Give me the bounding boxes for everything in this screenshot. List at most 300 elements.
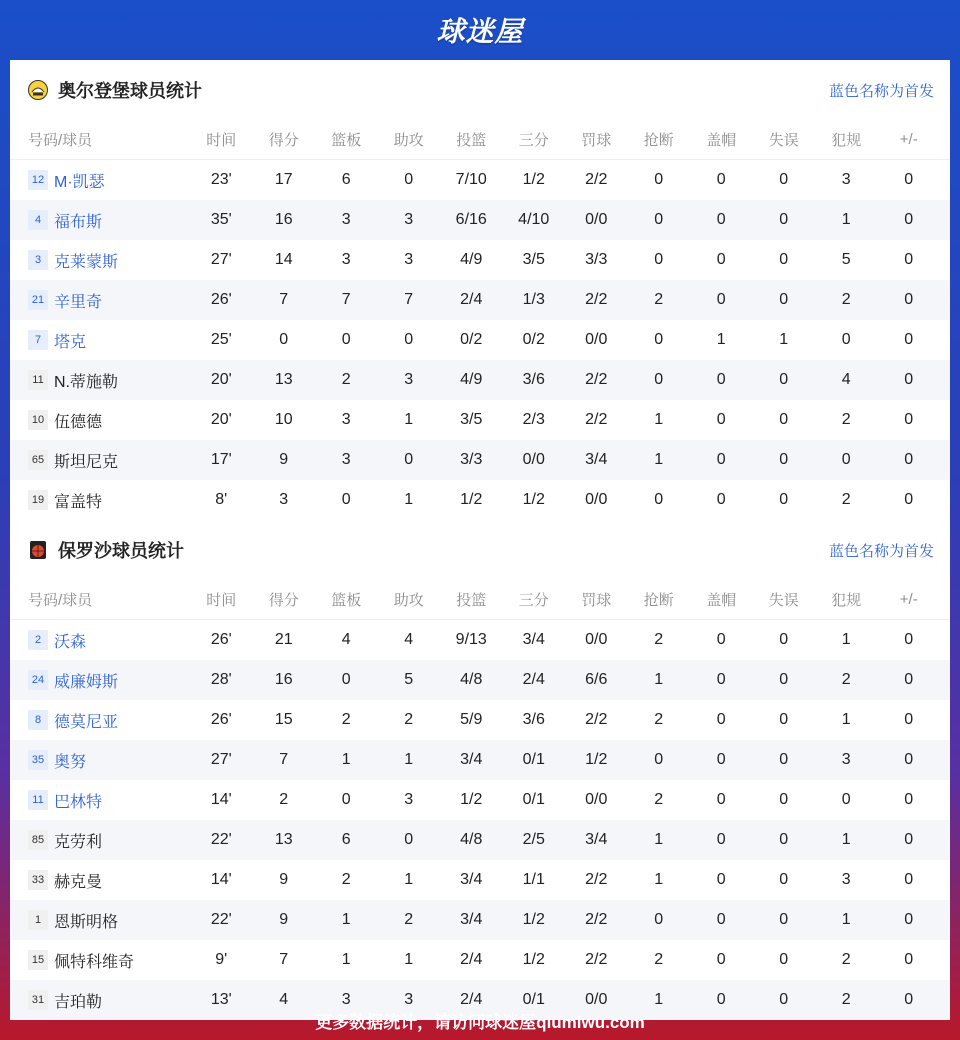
stat-minutes: 20' [210,411,232,428]
stat-free-throws: 2/2 [585,291,608,308]
player-name[interactable]: 奥努 [54,753,87,771]
player-row[interactable] [10,200,950,240]
column-header: 篮板 [331,132,362,149]
stat-blocks: 0 [716,831,726,848]
player-row[interactable] [10,900,950,940]
player-name[interactable]: 吉珀勒 [54,993,103,1011]
stat-rebounds: 1 [341,751,351,768]
brand-logo-text: 球迷屋 [436,16,524,47]
stat-free-throws: 2/2 [585,371,608,388]
player-name[interactable]: 塔克 [54,333,87,351]
stat-field-goals: 4/8 [460,671,483,688]
jersey-number: 12 [28,170,48,190]
stat-steals: 0 [654,491,664,508]
column-header: 得分 [268,592,299,609]
stat-fouls: 1 [841,711,851,728]
stat-turnovers: 0 [779,791,789,808]
column-header: 篮板 [331,592,362,609]
stat-assists: 3 [404,251,414,268]
stat-three-pointers: 0/0 [522,451,545,468]
column-header: 罚球 [581,592,612,609]
jersey-number: 19 [28,490,48,510]
column-header: 时间 [206,592,237,609]
jersey-number: 33 [28,870,48,890]
stat-steals: 1 [654,831,664,848]
column-header: 盖帽 [706,592,737,609]
stat-field-goals: 4/9 [460,371,483,388]
stat-rebounds: 2 [341,371,351,388]
player-name[interactable]: 伍德德 [54,413,103,431]
stat-fouls: 3 [841,171,851,188]
jersey-number: 65 [28,450,48,470]
stat-assists: 4 [404,631,414,648]
stat-fouls: 1 [841,831,851,848]
player-row[interactable] [10,740,950,780]
stat-minutes: 23' [210,171,232,188]
stat-fouls: 2 [841,991,851,1008]
stat-three-pointers: 3/4 [522,631,545,648]
stat-steals: 2 [654,711,664,728]
stat-steals: 1 [654,411,664,428]
stat-free-throws: 0/0 [585,791,608,808]
stat-minutes: 27' [210,751,232,768]
player-cell [10,489,190,512]
stat-blocks: 0 [716,871,726,888]
player-cell [10,329,190,352]
stat-blocks: 0 [716,711,726,728]
player-row[interactable] [10,360,950,400]
player-cell [10,709,190,732]
stat-three-pointers: 2/3 [522,411,545,428]
jersey-number: 15 [28,950,48,970]
player-cell [10,629,190,652]
stat-field-goals: 5/9 [460,711,483,728]
stat-blocks: 0 [716,291,726,308]
stat-fouls: 2 [841,951,851,968]
jersey-number: 4 [28,210,48,230]
stat-field-goals: 1/2 [460,491,483,508]
column-header: 犯规 [831,592,862,609]
stat-assists: 0 [404,171,414,188]
jersey-number: 85 [28,830,48,850]
stat-plus-minus: 0 [904,711,914,728]
stat-blocks: 0 [716,371,726,388]
player-name[interactable]: 富盖特 [54,493,103,511]
stat-rebounds: 3 [341,991,351,1008]
stat-three-pointers: 3/5 [522,251,545,268]
player-name[interactable]: 福布斯 [54,213,103,231]
stat-rebounds: 0 [341,331,351,348]
stat-plus-minus: 0 [904,991,914,1008]
player-name[interactable]: 德莫尼亚 [54,713,119,731]
stat-assists: 7 [404,291,414,308]
column-header: 时间 [206,132,237,149]
player-name[interactable]: 辛里奇 [54,293,103,311]
stat-rebounds: 3 [341,451,351,468]
jersey-number: 11 [28,790,48,810]
stat-field-goals: 2/4 [460,291,483,308]
player-name[interactable]: 巴林特 [54,793,103,811]
stat-points: 21 [274,631,293,648]
player-row[interactable] [10,280,950,320]
jersey-number: 31 [28,990,48,1010]
stat-turnovers: 0 [779,871,789,888]
jersey-number: 24 [28,670,48,690]
player-cell [10,289,190,312]
stat-three-pointers: 0/2 [522,331,545,348]
stat-rebounds: 0 [341,791,351,808]
stat-three-pointers: 4/10 [518,211,550,228]
stat-fouls: 2 [841,411,851,428]
stat-rebounds: 3 [341,211,351,228]
stat-assists: 3 [404,371,414,388]
jersey-number: 3 [28,250,48,270]
stat-minutes: 25' [210,331,232,348]
column-header: 犯规 [831,132,862,149]
stat-minutes: 8' [215,491,228,508]
stat-free-throws: 0/0 [585,331,608,348]
table-header [10,120,950,160]
stat-steals: 1 [654,451,664,468]
stat-points: 4 [279,991,289,1008]
stat-rebounds: 1 [341,951,351,968]
stat-blocks: 0 [716,991,726,1008]
stat-minutes: 35' [210,211,232,228]
stat-blocks: 0 [716,251,726,268]
team-title: 奥尔登堡球员统计 [58,81,202,101]
player-row[interactable] [10,240,950,280]
stat-free-throws: 6/6 [585,671,608,688]
stat-three-pointers: 2/4 [522,671,545,688]
stat-turnovers: 0 [779,671,789,688]
column-header: 号码/球员 [28,132,93,149]
player-row[interactable] [10,860,950,900]
stat-rebounds: 2 [341,871,351,888]
footer-text: 更多数据统计，请访问球迷屋qiumiwu.com [315,1012,645,1032]
stat-free-throws: 2/2 [585,951,608,968]
stat-plus-minus: 0 [904,451,914,468]
stat-assists: 5 [404,671,414,688]
stat-field-goals: 2/4 [460,951,483,968]
stat-assists: 1 [404,951,414,968]
stat-points: 7 [279,291,289,308]
stat-turnovers: 0 [779,491,789,508]
stat-steals: 0 [654,251,664,268]
stat-minutes: 26' [210,291,232,308]
stat-plus-minus: 0 [904,631,914,648]
stat-three-pointers: 1/1 [522,871,545,888]
stat-three-pointers: 1/2 [522,491,545,508]
stat-field-goals: 7/10 [455,171,487,188]
player-name[interactable]: 克劳利 [54,833,103,851]
stat-plus-minus: 0 [904,331,914,348]
column-header: +/- [899,131,918,148]
stat-points: 15 [274,711,293,728]
column-header: 投篮 [456,592,487,609]
stat-minutes: 14' [210,871,232,888]
stat-blocks: 0 [716,671,726,688]
stat-turnovers: 0 [779,211,789,228]
stat-points: 10 [274,411,293,428]
player-row[interactable] [10,820,950,860]
player-name[interactable]: 沃森 [54,633,87,651]
stat-rebounds: 7 [341,291,351,308]
player-name[interactable]: M·凯瑟 [54,173,105,191]
stat-assists: 0 [404,831,414,848]
stat-assists: 1 [404,411,414,428]
stat-field-goals: 0/2 [460,331,483,348]
player-cell [10,789,190,812]
stat-fouls: 3 [841,871,851,888]
player-cell [10,409,190,432]
stat-fouls: 3 [841,751,851,768]
team-title: 保罗沙球员统计 [58,541,184,561]
stat-rebounds: 0 [341,671,351,688]
team-title-group [28,537,184,563]
stat-three-pointers: 0/1 [522,791,545,808]
stat-free-throws: 2/2 [585,171,608,188]
stat-blocks: 0 [716,631,726,648]
table-header [10,580,950,620]
stat-three-pointers: 3/6 [522,371,545,388]
player-cell [10,369,190,392]
stat-plus-minus: 0 [904,411,914,428]
stat-blocks: 0 [716,411,726,428]
stat-assists: 1 [404,491,414,508]
stat-blocks: 0 [716,751,726,768]
oldenburg-logo [28,80,48,100]
stat-steals: 2 [654,951,664,968]
stat-free-throws: 0/0 [585,491,608,508]
brand-header [0,0,960,60]
stat-field-goals: 3/4 [460,871,483,888]
stat-field-goals: 4/9 [460,251,483,268]
player-row[interactable] [10,320,950,360]
stat-fouls: 1 [841,911,851,928]
stat-assists: 0 [404,451,414,468]
team-section [10,520,950,1020]
player-row[interactable] [10,940,950,980]
stat-points: 2 [279,791,289,808]
player-row[interactable] [10,400,950,440]
column-header: 得分 [268,132,299,149]
stat-fouls: 2 [841,491,851,508]
stat-fouls: 0 [841,331,851,348]
player-row[interactable] [10,620,950,660]
stat-minutes: 27' [210,251,232,268]
stat-points: 16 [274,671,293,688]
stat-points: 0 [279,331,289,348]
column-header: +/- [899,591,918,608]
player-name[interactable]: 克莱蒙斯 [54,253,119,271]
player-name[interactable]: 恩斯明格 [54,913,119,931]
stat-steals: 1 [654,991,664,1008]
stat-turnovers: 0 [779,411,789,428]
stat-steals: 2 [654,791,664,808]
team-section [10,60,950,520]
column-header: 失误 [768,132,799,149]
stat-points: 7 [279,751,289,768]
player-cell [10,449,190,472]
team-header [10,60,950,120]
player-name[interactable]: 威廉姆斯 [54,673,119,691]
stat-fouls: 0 [841,451,851,468]
stat-turnovers: 0 [779,831,789,848]
team-header [10,520,950,580]
stat-steals: 0 [654,171,664,188]
stat-rebounds: 2 [341,711,351,728]
column-header: 抢断 [643,592,674,609]
player-name[interactable]: 斯坦尼克 [54,453,119,471]
stat-turnovers: 0 [779,451,789,468]
stat-turnovers: 0 [779,291,789,308]
stat-minutes: 22' [210,911,232,928]
player-row[interactable] [10,660,950,700]
stat-blocks: 1 [716,331,726,348]
player-name[interactable]: N.蒂施勒 [54,373,119,391]
stat-field-goals: 4/8 [460,831,483,848]
jersey-number: 10 [28,410,48,430]
stat-points: 16 [274,211,293,228]
stat-assists: 2 [404,911,414,928]
stat-fouls: 5 [841,251,851,268]
stat-free-throws: 2/2 [585,911,608,928]
player-cell [10,949,190,972]
stat-plus-minus: 0 [904,671,914,688]
stat-turnovers: 0 [779,371,789,388]
column-header: 三分 [518,592,549,609]
jersey-number: 7 [28,330,48,350]
stat-three-pointers: 3/6 [522,711,545,728]
column-header: 助攻 [393,592,424,609]
player-row[interactable] [10,160,950,200]
stat-free-throws: 0/0 [585,991,608,1008]
stat-rebounds: 3 [341,411,351,428]
stat-assists: 3 [404,211,414,228]
stat-three-pointers: 1/2 [522,171,545,188]
stat-steals: 2 [654,631,664,648]
jersey-number: 8 [28,710,48,730]
stat-fouls: 1 [841,211,851,228]
stat-assists: 0 [404,331,414,348]
player-cell [10,869,190,892]
basketball-logo [28,540,48,560]
team-title-group [28,77,202,103]
stat-plus-minus: 0 [904,871,914,888]
stat-assists: 3 [404,991,414,1008]
player-cell [10,249,190,272]
starter-legend: 蓝色名称为首发 [828,82,934,100]
stat-rebounds: 6 [341,831,351,848]
stat-turnovers: 0 [779,951,789,968]
stat-free-throws: 3/4 [585,831,608,848]
player-cell [10,209,190,232]
jersey-number: 35 [28,750,48,770]
player-row[interactable] [10,780,950,820]
stat-minutes: 20' [210,371,232,388]
stat-plus-minus: 0 [904,491,914,508]
stat-turnovers: 0 [779,751,789,768]
player-cell [10,829,190,852]
stat-points: 9 [279,871,289,888]
stat-fouls: 1 [841,631,851,648]
stat-plus-minus: 0 [904,791,914,808]
stat-blocks: 0 [716,911,726,928]
player-name[interactable]: 佩特科维奇 [54,953,135,971]
stat-fouls: 2 [841,291,851,308]
stat-three-pointers: 0/1 [522,751,545,768]
stat-plus-minus: 0 [904,751,914,768]
player-row[interactable] [10,480,950,520]
stat-fouls: 0 [841,791,851,808]
stat-fouls: 4 [841,371,851,388]
stat-blocks: 0 [716,211,726,228]
stat-steals: 0 [654,371,664,388]
stat-free-throws: 0/0 [585,631,608,648]
player-cell [10,909,190,932]
stat-assists: 2 [404,711,414,728]
stat-plus-minus: 0 [904,951,914,968]
stat-steals: 0 [654,751,664,768]
stat-minutes: 26' [210,631,232,648]
stat-steals: 1 [654,671,664,688]
column-header: 号码/球员 [28,592,93,609]
stat-points: 14 [274,251,293,268]
stat-points: 17 [274,171,293,188]
stat-minutes: 13' [210,991,232,1008]
stat-minutes: 9' [215,951,228,968]
stat-plus-minus: 0 [904,831,914,848]
stat-blocks: 0 [716,951,726,968]
stat-points: 3 [279,491,289,508]
stat-plus-minus: 0 [904,371,914,388]
stat-field-goals: 3/4 [460,911,483,928]
stat-rebounds: 1 [341,911,351,928]
player-cell [10,749,190,772]
column-header: 罚球 [581,132,612,149]
stat-plus-minus: 0 [904,251,914,268]
player-row[interactable] [10,700,950,740]
stat-minutes: 22' [210,831,232,848]
column-header: 三分 [518,132,549,149]
stat-turnovers: 0 [779,991,789,1008]
stat-assists: 1 [404,751,414,768]
stat-free-throws: 3/4 [585,451,608,468]
player-name[interactable]: 赫克曼 [54,873,103,891]
player-row[interactable] [10,440,950,480]
footer-banner[interactable] [0,1000,960,1040]
stat-turnovers: 0 [779,251,789,268]
stat-turnovers: 0 [779,171,789,188]
stats-card [10,60,950,1011]
column-header: 盖帽 [706,132,737,149]
column-header: 投篮 [456,132,487,149]
stat-steals: 1 [654,871,664,888]
stat-steals: 0 [654,911,664,928]
stat-free-throws: 2/2 [585,411,608,428]
stat-field-goals: 3/5 [460,411,483,428]
jersey-number: 21 [28,290,48,310]
stat-minutes: 28' [210,671,232,688]
stat-points: 9 [279,451,289,468]
stat-blocks: 0 [716,171,726,188]
stat-rebounds: 0 [341,491,351,508]
stat-field-goals: 9/13 [455,631,487,648]
stat-blocks: 0 [716,791,726,808]
stat-free-throws: 0/0 [585,211,608,228]
stat-points: 13 [274,371,293,388]
stat-turnovers: 0 [779,911,789,928]
